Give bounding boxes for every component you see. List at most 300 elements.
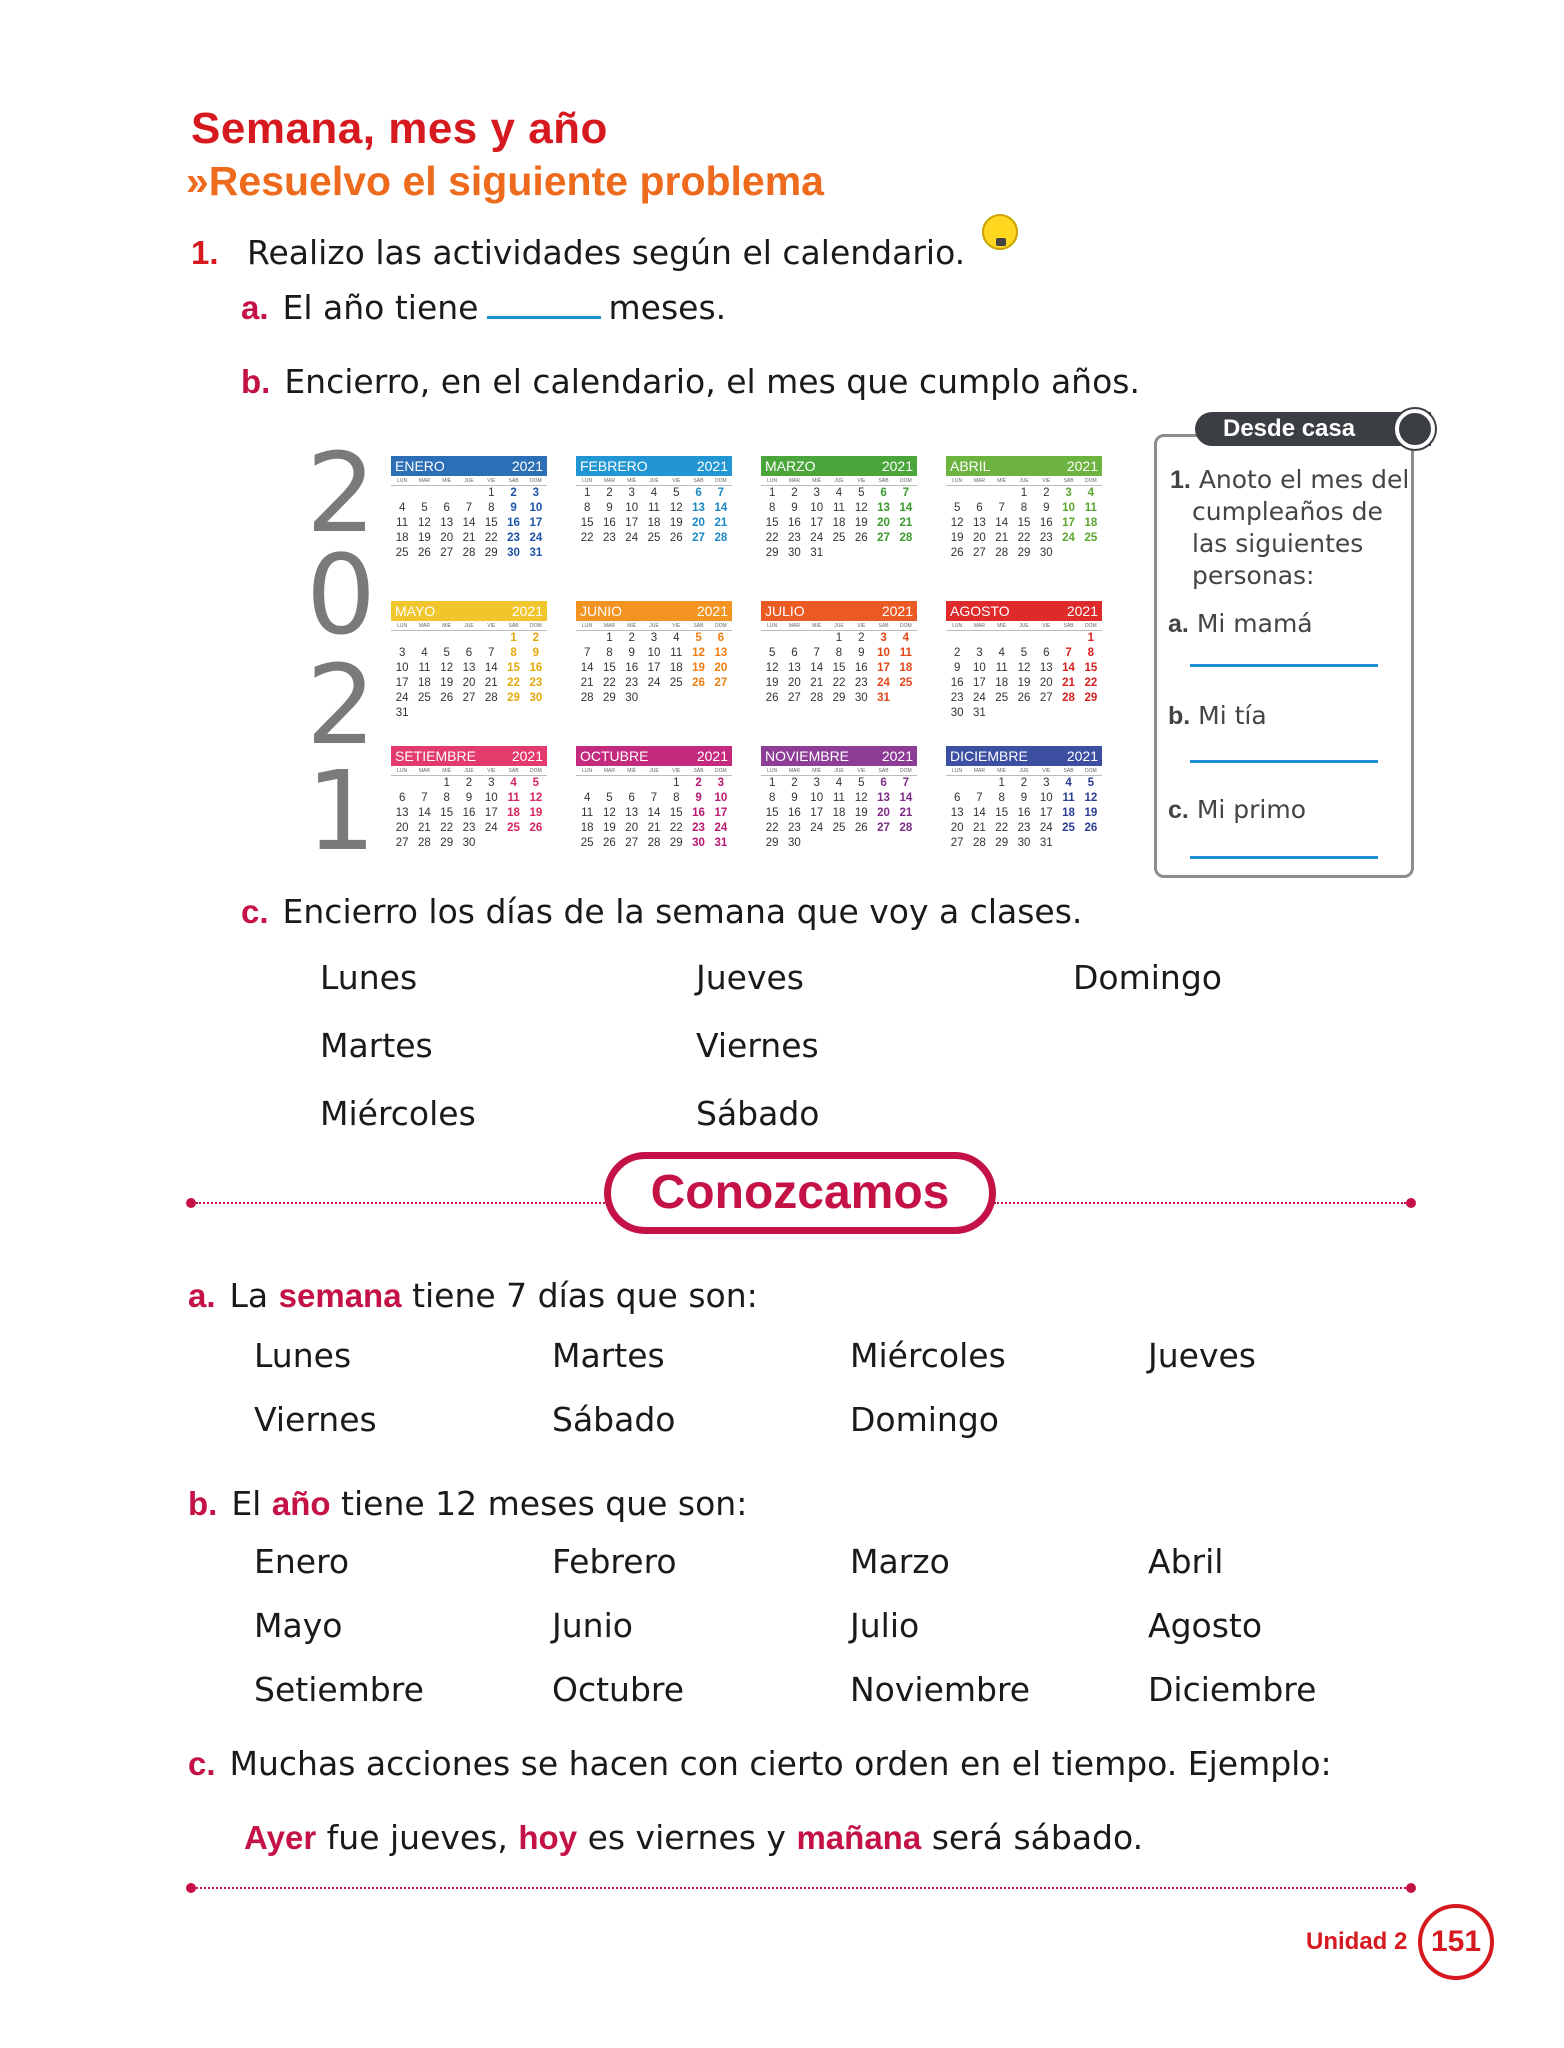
- calendar-day: 10: [395, 662, 409, 674]
- calendar-day: 15: [765, 807, 779, 819]
- calendar-day: 19: [854, 807, 868, 819]
- week-day: Martes: [552, 1336, 665, 1375]
- calendar-weekday-row: [946, 621, 1102, 631]
- calendar-month[interactable]: [761, 601, 917, 706]
- calendar-weekday: SÁB: [1063, 623, 1074, 629]
- item-label: Mi mamá: [1196, 609, 1313, 638]
- calendar-weekday: MIÉ: [442, 478, 452, 484]
- conozcamos-a: [188, 1276, 758, 1315]
- question-1c: [241, 892, 1082, 931]
- calendar-days: [391, 486, 547, 561]
- calendar-day: 28: [484, 692, 498, 704]
- calendar-empty-cell: [576, 776, 598, 791]
- calendar-weekday: SÁB: [508, 768, 519, 774]
- answer-blank[interactable]: [1190, 856, 1378, 859]
- calendar-day: 7: [717, 487, 725, 499]
- day-option-viernes[interactable]: Viernes: [696, 1026, 819, 1065]
- calendar-weekday: DOM: [715, 768, 727, 774]
- calendar-day: 23: [854, 677, 868, 689]
- calendar-day: 13: [440, 517, 454, 529]
- calendar-empty-cell: [1057, 631, 1079, 646]
- week-day: Lunes: [254, 1336, 352, 1375]
- calendar-empty-cell: [1013, 631, 1035, 646]
- week-day: Sábado: [552, 1400, 676, 1439]
- calendar-weekday: SÁB: [693, 768, 704, 774]
- divider-dot: [1406, 1198, 1416, 1208]
- calendar-day: 1: [443, 777, 450, 789]
- calendar-day: 15: [995, 807, 1009, 819]
- month-name: Abril: [1148, 1542, 1224, 1581]
- calendar-day: 10: [973, 662, 986, 674]
- calendar-day: 21: [418, 822, 431, 834]
- calendar-day: 1: [768, 487, 776, 499]
- calendar-weekday: JUE: [1019, 478, 1029, 484]
- calendar-day: 9: [858, 647, 865, 659]
- calendar-day: 31: [395, 707, 409, 719]
- item-text: Muchas acciones se hacen con cierto orden en el tiempo. Ejemplo:: [229, 1744, 1332, 1783]
- calendar-day: 18: [669, 662, 683, 674]
- calendar-weekday: MAR: [603, 623, 615, 629]
- calendar-day: 23: [625, 677, 639, 689]
- calendar-day: 12: [854, 792, 868, 804]
- calendar-day: 9: [510, 502, 517, 514]
- calendar-month-header: [391, 746, 547, 766]
- calendar-weekday: DOM: [900, 623, 912, 629]
- calendar-day: 10: [529, 502, 543, 514]
- calendar-day: 21: [647, 822, 661, 834]
- lightbulb-icon: [982, 214, 1018, 250]
- calendar-year: 2021: [696, 603, 728, 619]
- calendar-weekday: SÁB: [508, 623, 519, 629]
- item-letter: b.: [1168, 702, 1191, 730]
- desde-casa-tab: Desde casa: [1195, 412, 1431, 446]
- calendar-day: 2: [953, 647, 961, 659]
- calendar-day: 6: [880, 487, 887, 499]
- calendar-weekday: JUE: [464, 768, 474, 774]
- calendar-day: 11: [995, 662, 1008, 674]
- calendar-month-header: [946, 456, 1102, 476]
- calendar-day: 5: [858, 777, 865, 789]
- calendar-day: 24: [1062, 532, 1075, 544]
- calendar-weekday: JUE: [649, 478, 659, 484]
- calendar-day: 8: [998, 792, 1005, 804]
- calendar-empty-cell: [598, 776, 620, 791]
- month-name: Junio: [552, 1606, 633, 1645]
- day-option-jueves[interactable]: Jueves: [696, 958, 804, 997]
- calendar-day: 27: [950, 837, 964, 849]
- calendar-days: [946, 631, 1102, 721]
- calendar-day: 19: [1017, 677, 1031, 689]
- calendar-month[interactable]: [391, 746, 547, 851]
- calendar-weekday: MAR: [788, 478, 800, 484]
- calendar-weekday: MIÉ: [812, 768, 822, 774]
- calendar-day: 17: [810, 517, 824, 529]
- calendar-day: 6: [976, 502, 983, 514]
- calendar-day: 9: [953, 662, 961, 674]
- calendar-day: 27: [877, 822, 890, 834]
- calendar-day: 13: [788, 662, 801, 674]
- calendar-day: 23: [788, 532, 801, 544]
- day-option-sabado[interactable]: Sábado: [696, 1094, 820, 1133]
- calendar-day: 29: [603, 692, 616, 704]
- calendar-day: 11: [507, 792, 520, 804]
- calendar-day: 22: [603, 677, 616, 689]
- day-option-miercoles[interactable]: Miércoles: [320, 1094, 476, 1133]
- calendar-day: 16: [692, 807, 705, 819]
- answer-blank[interactable]: [1190, 664, 1378, 667]
- calendar-day: 9: [465, 792, 473, 804]
- calendar-weekday-row: [946, 766, 1102, 776]
- calendar-day: 3: [532, 487, 540, 499]
- calendar-year: 2021: [1066, 603, 1098, 619]
- calendar-weekday-row: [761, 621, 917, 631]
- calendar-day: 13: [950, 807, 964, 819]
- question-text: Realizo las actividades según el calendario.: [247, 233, 966, 272]
- calendar-day: 12: [854, 502, 868, 514]
- calendar-day: 26: [1084, 822, 1098, 834]
- calendar-weekday-row: [576, 766, 732, 776]
- divider-dot: [1406, 1883, 1416, 1893]
- answer-blank[interactable]: [487, 316, 601, 319]
- divider-line: [994, 1202, 1406, 1204]
- calendar-day: 4: [835, 777, 843, 789]
- calendar-weekday: VIE: [672, 478, 681, 484]
- item-label: Mi tía: [1198, 701, 1267, 730]
- calendar-day: 25: [995, 692, 1009, 704]
- calendar-weekday: DOM: [530, 623, 542, 629]
- calendar-weekday: VIE: [857, 623, 866, 629]
- desde-casa-instruction: [1170, 464, 1409, 496]
- calendar-day: 22: [765, 532, 779, 544]
- calendar-day: 4: [835, 487, 843, 499]
- calendar-day: 4: [421, 647, 428, 659]
- calendar-weekday: MIÉ: [812, 623, 822, 629]
- calendar-weekday-row: [391, 476, 547, 486]
- calendar-day: 19: [950, 532, 964, 544]
- month-name: Julio: [850, 1606, 920, 1645]
- calendar-weekday: LUN: [397, 623, 408, 629]
- calendar-day: 28: [714, 532, 728, 544]
- calendar-day: 16: [625, 662, 639, 674]
- calendar-weekday: SÁB: [508, 478, 519, 484]
- calendar-days: [576, 631, 732, 706]
- calendar-days: [946, 486, 1102, 561]
- calendar-day: 9: [791, 792, 798, 804]
- calendar-day: 13: [692, 502, 705, 514]
- calendar-day: 17: [647, 662, 661, 674]
- calendar-day: 30: [625, 692, 639, 704]
- calendar-day: 21: [810, 677, 824, 689]
- calendar-day: 26: [854, 532, 868, 544]
- calendar-day: 4: [650, 487, 658, 499]
- calendar-day: 16: [507, 517, 520, 529]
- calendar-day: 23: [1017, 822, 1031, 834]
- calendar-days: [761, 631, 917, 706]
- calendar-day: 6: [695, 487, 702, 499]
- calendar-day: 5: [421, 502, 428, 514]
- calendar-day: 4: [902, 632, 910, 644]
- home-item-c: [1168, 794, 1306, 826]
- calendar-day: 6: [717, 632, 725, 644]
- day-option-lunes[interactable]: Lunes: [320, 958, 418, 997]
- calendar-weekday: VIE: [672, 623, 681, 629]
- calendar-month[interactable]: [946, 601, 1102, 721]
- calendar-day: 20: [877, 807, 890, 819]
- calendar-day: 15: [580, 517, 594, 529]
- calendar-empty-cell: [391, 776, 413, 791]
- calendar-day: 21: [714, 517, 728, 529]
- calendar-weekday: JUE: [464, 478, 474, 484]
- calendar-day: 23: [603, 532, 616, 544]
- calendar-day: 7: [902, 777, 910, 789]
- calendar-day: 20: [950, 822, 964, 834]
- calendar-day: 17: [484, 807, 498, 819]
- calendar-empty-cell: [436, 631, 458, 646]
- calendar-day: 19: [418, 532, 431, 544]
- calendar-weekday: DOM: [900, 768, 912, 774]
- calendar-month-header: [761, 746, 917, 766]
- calendar-days: [761, 776, 917, 851]
- calendar-day: 13: [714, 647, 728, 659]
- calendar-day: 27: [692, 532, 705, 544]
- calendar-day: 25: [899, 677, 913, 689]
- calendar-day: 25: [1062, 822, 1075, 834]
- calendar-month-name: DICIEMBRE: [950, 748, 1028, 764]
- calendar-day: 10: [1039, 792, 1053, 804]
- calendar-day: 3: [398, 647, 406, 659]
- calendar-day: 1: [1020, 487, 1028, 499]
- calendar-day: 16: [788, 517, 801, 529]
- calendar-day: 11: [581, 807, 594, 819]
- calendar-day: 20: [1039, 677, 1053, 689]
- calendar-day: 8: [768, 502, 776, 514]
- year-digit: 1: [306, 747, 376, 875]
- example-text: es viernes y: [587, 1818, 786, 1857]
- calendar-weekday: LUN: [952, 768, 963, 774]
- calendar-day: 25: [580, 837, 594, 849]
- calendar-day: 27: [714, 677, 728, 689]
- calendar-day: 13: [462, 662, 476, 674]
- calendar-days: [576, 776, 732, 851]
- calendar-day: 11: [833, 792, 845, 804]
- calendar-empty-cell: [413, 631, 435, 646]
- calendar-day: 10: [714, 792, 728, 804]
- calendar-day: 21: [1062, 677, 1075, 689]
- calendar-day: 29: [1084, 692, 1098, 704]
- calendar-day: 8: [443, 792, 450, 804]
- calendar-day: 27: [395, 837, 409, 849]
- calendar-empty-cell: [761, 631, 783, 646]
- calendar-day: 7: [813, 647, 820, 659]
- calendar-day: 31: [529, 547, 543, 559]
- month-name: Marzo: [850, 1542, 950, 1581]
- divider-dot: [186, 1883, 196, 1893]
- calendar-weekday: MAR: [603, 768, 615, 774]
- calendar-weekday: LUN: [397, 478, 408, 484]
- home-item-a: [1168, 608, 1313, 640]
- page-number: 151: [1418, 1904, 1494, 1980]
- calendar-day: 19: [669, 517, 683, 529]
- calendar-day: 15: [1017, 517, 1031, 529]
- calendar-year: 2021: [881, 603, 913, 619]
- calendar-day: 5: [953, 502, 961, 514]
- calendar-day: 21: [462, 532, 476, 544]
- calendar-month-header: [946, 601, 1102, 621]
- calendar-days: [761, 486, 917, 561]
- calendar-weekday: MAR: [418, 478, 430, 484]
- calendar-weekday: JUE: [649, 623, 659, 629]
- calendar-weekday: MIÉ: [442, 623, 452, 629]
- desde-casa-knob-icon: [1395, 409, 1435, 449]
- calendar-weekday: MIÉ: [442, 768, 452, 774]
- item-text-before: El año tiene: [282, 288, 479, 327]
- calendar-day: 31: [714, 837, 728, 849]
- calendar-year: 2021: [1066, 748, 1098, 764]
- calendar-day: 20: [440, 532, 454, 544]
- calendar-day: 14: [899, 502, 913, 514]
- calendar-day: 14: [973, 807, 986, 819]
- calendar-day: 7: [465, 502, 473, 514]
- calendar-day: 5: [606, 792, 613, 804]
- calendar-day: 25: [832, 822, 846, 834]
- calendar-weekday: MIÉ: [812, 478, 822, 484]
- calendar-day: 13: [877, 792, 890, 804]
- calendar-month[interactable]: [761, 746, 917, 851]
- calendar-month[interactable]: [946, 746, 1102, 851]
- question-1b: [241, 362, 1140, 401]
- calendar-day: 24: [625, 532, 639, 544]
- calendar-month[interactable]: [576, 601, 732, 706]
- calendar-day: 26: [529, 822, 543, 834]
- calendar-day: 25: [507, 822, 520, 834]
- calendar-day: 15: [484, 517, 498, 529]
- calendar-day: 19: [765, 677, 779, 689]
- year-digit: 0: [306, 531, 376, 659]
- highlight-word: semana: [278, 1277, 402, 1314]
- day-option-martes[interactable]: Martes: [320, 1026, 433, 1065]
- calendar-weekday-row: [576, 476, 732, 486]
- calendar-day: 29: [1017, 547, 1031, 559]
- calendar-day: 7: [650, 792, 658, 804]
- calendar-month-name: ENERO: [395, 458, 445, 474]
- calendar-day: 18: [995, 677, 1009, 689]
- calendar-month[interactable]: [576, 746, 732, 851]
- calendar-weekday: MIÉ: [997, 478, 1007, 484]
- calendar-days: [946, 776, 1102, 851]
- calendar-weekday: MAR: [973, 623, 985, 629]
- calendar-day: 1: [583, 487, 591, 499]
- calendar-day: 29: [765, 547, 779, 559]
- calendar-weekday: LUN: [582, 623, 593, 629]
- item-text: Encierro los días de la semana que voy a clases.: [282, 892, 1083, 931]
- calendar-day: 20: [877, 517, 890, 529]
- calendar-day: 11: [1062, 792, 1075, 804]
- calendar-day: 12: [950, 517, 964, 529]
- calendar-weekday: SÁB: [878, 623, 889, 629]
- calendar-day: 24: [1039, 822, 1053, 834]
- highlight-word: hoy: [518, 1819, 578, 1856]
- calendar-weekday: DOM: [1085, 768, 1097, 774]
- calendar-day: 3: [813, 777, 820, 789]
- calendar-month-name: FEBRERO: [580, 458, 648, 474]
- calendar-day: 9: [695, 792, 702, 804]
- calendar-weekday-row: [391, 766, 547, 776]
- calendar-day: 25: [1084, 532, 1098, 544]
- answer-blank[interactable]: [1190, 760, 1378, 763]
- month-name: Diciembre: [1148, 1670, 1317, 1709]
- calendar-day: 3: [650, 632, 658, 644]
- calendar-empty-cell: [783, 631, 805, 646]
- week-day: Miércoles: [850, 1336, 1006, 1375]
- calendar-day: 20: [692, 517, 705, 529]
- calendar-day: 16: [603, 517, 616, 529]
- calendar-day: 31: [1039, 837, 1053, 849]
- calendar-day: 20: [973, 532, 986, 544]
- calendar-day: 29: [484, 547, 498, 559]
- calendar-weekday-row: [576, 621, 732, 631]
- calendar-month[interactable]: [391, 601, 547, 721]
- calendar-weekday: MIÉ: [997, 623, 1007, 629]
- calendar-weekday: VIE: [487, 623, 496, 629]
- calendar-day: 2: [628, 632, 635, 644]
- calendar-day: 10: [810, 502, 824, 514]
- calendar-weekday: VIE: [857, 478, 866, 484]
- calendar-month[interactable]: [761, 456, 917, 561]
- calendar-day: 1: [768, 777, 776, 789]
- calendar-day: 21: [973, 822, 986, 834]
- calendar-day: 21: [995, 532, 1009, 544]
- calendar-day: 4: [583, 792, 591, 804]
- calendar-weekday: DOM: [900, 478, 912, 484]
- calendar-day: 16: [529, 662, 543, 674]
- calendar-weekday: LUN: [767, 623, 778, 629]
- calendar-year: 2021: [881, 458, 913, 474]
- calendar-day: 26: [669, 532, 683, 544]
- item-text-after: meses.: [608, 288, 727, 327]
- calendar-day: 26: [1017, 692, 1031, 704]
- calendar-day: 22: [580, 532, 594, 544]
- calendar-month-name: ABRIL: [950, 458, 991, 474]
- calendar-day: 2: [791, 777, 798, 789]
- calendar-day: 15: [669, 807, 683, 819]
- calendar-day: 20: [788, 677, 801, 689]
- calendar-month[interactable]: [946, 456, 1102, 561]
- calendar-month-name: AGOSTO: [950, 603, 1010, 619]
- calendar-weekday: JUE: [1019, 768, 1029, 774]
- calendar-day: 11: [899, 647, 912, 659]
- calendar-day: 17: [1039, 807, 1053, 819]
- calendar-month[interactable]: [391, 456, 547, 561]
- calendar-weekday: JUE: [834, 623, 844, 629]
- day-option-domingo[interactable]: Domingo: [1073, 958, 1222, 997]
- calendar-day: 19: [692, 662, 705, 674]
- calendar-weekday: LUN: [582, 768, 593, 774]
- calendar-day: 8: [1087, 647, 1095, 659]
- example-text: será sábado.: [931, 1818, 1144, 1857]
- calendar-weekday: MAR: [973, 478, 985, 484]
- calendar-day: 25: [395, 547, 409, 559]
- calendar-weekday: LUN: [767, 478, 778, 484]
- calendar-day: 10: [647, 647, 661, 659]
- calendar-day: 24: [529, 532, 543, 544]
- calendar-weekday: MIÉ: [627, 768, 637, 774]
- calendar-day: 30: [507, 547, 520, 559]
- calendar-day: 6: [398, 792, 406, 804]
- calendar-day: 14: [899, 792, 913, 804]
- calendar-month[interactable]: [576, 456, 732, 546]
- calendar-weekday: MAR: [973, 768, 985, 774]
- calendar-empty-cell: [991, 486, 1013, 501]
